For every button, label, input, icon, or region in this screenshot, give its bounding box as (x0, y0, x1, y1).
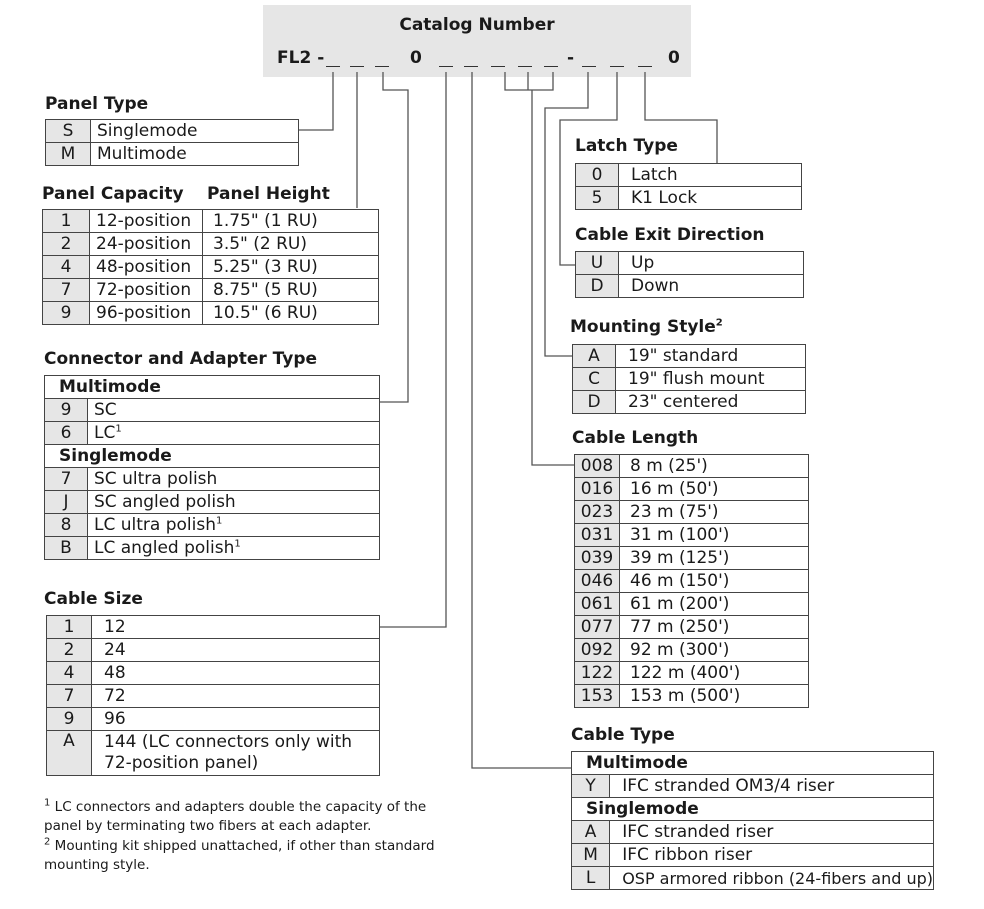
desc-cell: 72 (92, 685, 380, 708)
height-cell: 5.25" (3 RU) (203, 256, 379, 279)
code-cell: B (45, 537, 88, 560)
desc-cell: 19" flush mount (616, 368, 806, 391)
table-row (575, 478, 809, 501)
code-cell: 7 (47, 685, 92, 708)
desc-cell: 23 m (75') (620, 501, 809, 524)
code-cell: D (573, 391, 616, 414)
latch-type-title: Latch Type (575, 136, 678, 156)
panel-type-table (45, 119, 299, 166)
code-cell: 5 (576, 187, 619, 210)
table-row (45, 514, 380, 537)
desc-cell (88, 537, 380, 560)
desc-cell: K1 Lock (619, 187, 802, 210)
height-cell: 8.75" (5 RU) (203, 279, 379, 302)
line-panel-type (299, 72, 333, 130)
cable-exit-title: Cable Exit Direction (575, 225, 765, 245)
desc-cell: 24-position (90, 233, 203, 256)
desc-cell: 39 m (125') (620, 547, 809, 570)
line-mounting-style (545, 72, 588, 356)
code-cell: A (47, 731, 92, 776)
cable-type-multimode-label: Multimode (572, 752, 934, 775)
code-cell: 9 (47, 708, 92, 731)
catalog-prefix: FL2 - (277, 48, 325, 68)
desc-cell: 31 m (100') (620, 524, 809, 547)
code-cell: A (572, 821, 610, 844)
desc-cell: 48 (92, 662, 380, 685)
code-cell: 061 (575, 593, 620, 616)
catalog-number-title: Catalog Number (399, 15, 555, 35)
code-cell: U (576, 252, 619, 275)
table-row (576, 275, 804, 298)
code-cell: C (573, 368, 616, 391)
connector-title: Connector and Adapter Type (44, 349, 318, 369)
desc-cell (88, 514, 380, 537)
table-row (575, 616, 809, 639)
line-connector (380, 72, 408, 402)
code-cell: M (46, 143, 91, 166)
code-cell: 7 (43, 279, 90, 302)
desc-cell (88, 422, 380, 445)
catalog-dash: - (567, 48, 575, 68)
height-cell: 3.5" (2 RU) (203, 233, 379, 256)
line-length-bracket (505, 72, 553, 90)
code-cell: 1 (43, 210, 90, 233)
cable-type-title: Cable Type (571, 725, 675, 745)
table-row (575, 639, 809, 662)
desc-cell: Multimode (91, 143, 299, 166)
table-row (573, 345, 806, 368)
table-row (576, 187, 802, 210)
footnote-marker: 1 (234, 537, 241, 549)
code-cell: 6 (45, 422, 88, 445)
table-row (576, 164, 802, 187)
table-row (45, 376, 380, 399)
table-row (572, 867, 934, 890)
desc-text: SC angled polish (94, 491, 236, 512)
mounting-style-title (570, 317, 723, 337)
code-cell: A (573, 345, 616, 368)
code-cell: 0 (576, 164, 619, 187)
desc-text: SC (94, 399, 117, 420)
code-cell: 046 (575, 570, 620, 593)
desc-text: SC ultra polish (94, 468, 218, 489)
footnote-2 (44, 837, 444, 875)
footnote-number: 2 (44, 836, 51, 848)
desc-cell: 23" centered (616, 391, 806, 414)
code-cell: 008 (575, 455, 620, 478)
footnote-1 (44, 798, 444, 836)
table-row (46, 143, 299, 166)
cable-length-title: Cable Length (572, 428, 699, 448)
table-row (46, 120, 299, 143)
table-row (575, 547, 809, 570)
desc-cell (88, 468, 380, 491)
desc-cell: 144 (LC connectors only with 72-position panel) (92, 731, 380, 776)
table-row (575, 685, 809, 708)
footnote-number: 1 (44, 797, 51, 809)
code-cell: 4 (47, 662, 92, 685)
height-cell: 10.5" (6 RU) (203, 302, 379, 325)
code-cell: L (572, 867, 610, 890)
code-cell: 7 (45, 468, 88, 491)
table-row (575, 570, 809, 593)
desc-cell: OSP armored ribbon (24-fibers and up) (610, 867, 934, 890)
table-row (576, 252, 804, 275)
table-row (47, 616, 380, 639)
table-row (572, 821, 934, 844)
code-cell: S (46, 120, 91, 143)
table-row (47, 731, 380, 776)
footnote-marker: 1 (115, 422, 122, 434)
cable-size-title: Cable Size (44, 589, 143, 609)
table-row (572, 775, 934, 798)
height-cell: 1.75" (1 RU) (203, 210, 379, 233)
desc-cell: Singlemode (91, 120, 299, 143)
desc-cell: Up (619, 252, 804, 275)
table-row (573, 368, 806, 391)
connector-multimode-label: Multimode (45, 376, 380, 399)
table-row (45, 422, 380, 445)
code-cell: 077 (575, 616, 620, 639)
table-row (575, 662, 809, 685)
table-row (47, 685, 380, 708)
code-cell: 2 (47, 639, 92, 662)
code-cell: J (45, 491, 88, 514)
table-row (575, 455, 809, 478)
panel-type-title: Panel Type (45, 94, 149, 114)
table-row (43, 279, 379, 302)
table-row (43, 302, 379, 325)
code-cell: 8 (45, 514, 88, 537)
desc-cell (88, 399, 380, 422)
catalog-fixed-zero-2: 0 (668, 48, 680, 68)
desc-cell: Latch (619, 164, 802, 187)
desc-cell: 48-position (90, 256, 203, 279)
desc-cell (88, 491, 380, 514)
table-row (47, 708, 380, 731)
code-cell: 092 (575, 639, 620, 662)
table-row (47, 639, 380, 662)
table-row (45, 491, 380, 514)
table-row (572, 752, 934, 775)
footnote-marker: 2 (715, 317, 723, 329)
table-row (45, 537, 380, 560)
table-row (575, 501, 809, 524)
desc-cell: IFC stranded riser (610, 821, 934, 844)
mounting-style-table (572, 344, 806, 414)
table-row (45, 399, 380, 422)
desc-cell: 122 m (400') (620, 662, 809, 685)
table-row (572, 844, 934, 867)
code-cell: 1 (47, 616, 92, 639)
panel-height-title: Panel Height (207, 184, 330, 204)
desc-cell: 72-position (90, 279, 203, 302)
line-cable-size (380, 72, 446, 627)
connector-table (44, 375, 380, 560)
table-row (43, 256, 379, 279)
code-cell: 153 (575, 685, 620, 708)
mounting-style-title-text: Mounting Style (570, 317, 716, 337)
desc-cell: 61 m (200') (620, 593, 809, 616)
desc-cell: 153 m (500') (620, 685, 809, 708)
desc-text: LC angled polish (94, 537, 235, 558)
code-cell: 039 (575, 547, 620, 570)
code-cell: 031 (575, 524, 620, 547)
desc-cell: IFC stranded OM3/4 riser (610, 775, 934, 798)
desc-cell: 12-position (90, 210, 203, 233)
table-row (572, 798, 934, 821)
desc-cell: 92 m (300') (620, 639, 809, 662)
desc-cell: 24 (92, 639, 380, 662)
panel-capacity-table (42, 209, 379, 325)
latch-type-table (575, 163, 802, 210)
cable-exit-table (575, 251, 804, 298)
connector-singlemode-label: Singlemode (45, 445, 380, 468)
desc-cell: 8 m (25') (620, 455, 809, 478)
desc-cell: 46 m (150') (620, 570, 809, 593)
footnote-marker: 1 (216, 514, 223, 526)
desc-cell: 16 m (50') (620, 478, 809, 501)
table-row (45, 468, 380, 491)
desc-cell: IFC ribbon riser (610, 844, 934, 867)
line-cable-length (532, 90, 574, 465)
code-cell: Y (572, 775, 610, 798)
cable-type-singlemode-label: Singlemode (572, 798, 934, 821)
code-cell: 9 (45, 399, 88, 422)
desc-cell: 12 (92, 616, 380, 639)
desc-text: LC (94, 422, 116, 443)
table-row (45, 445, 380, 468)
panel-capacity-title: Panel Capacity (42, 184, 184, 204)
desc-cell: 96-position (90, 302, 203, 325)
code-cell: 016 (575, 478, 620, 501)
cable-type-table (571, 751, 934, 890)
table-row (573, 391, 806, 414)
code-cell: 023 (575, 501, 620, 524)
footnote-text: LC connectors and adapters double the capacity of the panel by terminating two fibers at each adapter. (44, 799, 427, 834)
table-row (47, 662, 380, 685)
footnote-text: Mounting kit shipped unattached, if other than standard mounting style. (44, 838, 435, 873)
desc-cell: 77 m (250') (620, 616, 809, 639)
code-cell: 122 (575, 662, 620, 685)
code-cell: 9 (43, 302, 90, 325)
desc-text: LC ultra polish (94, 514, 216, 535)
desc-cell: Down (619, 275, 804, 298)
table-row (575, 524, 809, 547)
code-cell: 4 (43, 256, 90, 279)
cable-length-table (574, 454, 809, 708)
desc-cell: 19" standard (616, 345, 806, 368)
desc-cell: 96 (92, 708, 380, 731)
catalog-fixed-zero-1: 0 (410, 48, 422, 68)
line-cable-type (472, 72, 571, 768)
table-row (43, 233, 379, 256)
code-cell: 2 (43, 233, 90, 256)
code-cell: D (576, 275, 619, 298)
code-cell: M (572, 844, 610, 867)
table-row (575, 593, 809, 616)
cable-size-table (46, 615, 380, 776)
table-row (43, 210, 379, 233)
